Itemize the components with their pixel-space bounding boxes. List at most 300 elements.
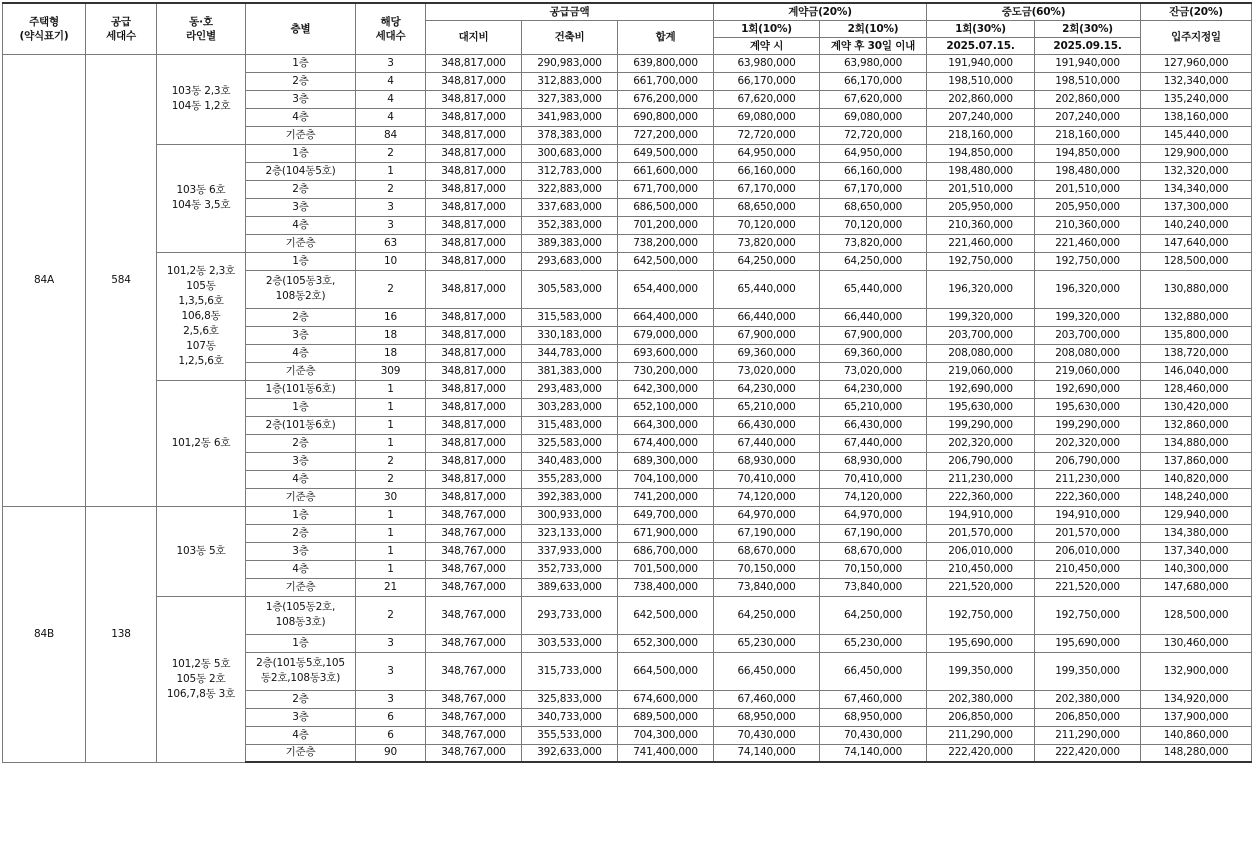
land-cost-cell: 348,817,000 [426,452,522,470]
building-cost-cell: 322,883,000 [522,180,618,198]
building-cost-cell: 325,833,000 [522,690,618,708]
land-cost-cell: 348,817,000 [426,72,522,90]
balance-cell: 132,320,000 [1141,162,1252,180]
floor-cell: 2층 [246,180,356,198]
middle-1-cell: 221,520,000 [927,578,1035,596]
land-cost-cell: 348,767,000 [426,744,522,762]
count-cell: 1 [356,162,426,180]
deposit-1-cell: 70,410,000 [714,470,820,488]
count-cell: 3 [356,54,426,72]
deposit-2-cell: 66,160,000 [820,162,927,180]
middle-1-cell: 195,630,000 [927,398,1035,416]
land-cost-cell: 348,817,000 [426,180,522,198]
header-deposit-2-when: 계약 후 30일 이내 [820,37,927,54]
count-cell: 18 [356,344,426,362]
total-cell: 661,600,000 [618,162,714,180]
deposit-2-cell: 68,950,000 [820,708,927,726]
balance-cell: 129,900,000 [1141,144,1252,162]
count-cell: 1 [356,542,426,560]
total-cell: 664,300,000 [618,416,714,434]
land-cost-cell: 348,767,000 [426,690,522,708]
middle-1-cell: 198,480,000 [927,162,1035,180]
deposit-1-cell: 70,150,000 [714,560,820,578]
deposit-2-cell: 70,430,000 [820,726,927,744]
deposit-2-cell: 67,440,000 [820,434,927,452]
total-cell: 664,400,000 [618,308,714,326]
middle-2-cell: 199,320,000 [1035,308,1141,326]
deposit-2-cell: 74,120,000 [820,488,927,506]
count-cell: 63 [356,234,426,252]
housing-type-cell: 84A [3,54,86,506]
total-cell: 701,500,000 [618,560,714,578]
total-cell: 690,800,000 [618,108,714,126]
floor-cell: 기준층 [246,362,356,380]
dong-ho-group-cell: 103동 2,3호 104동 1,2호 [157,54,246,144]
deposit-1-cell: 68,950,000 [714,708,820,726]
deposit-1-cell: 66,450,000 [714,652,820,690]
middle-2-cell: 221,520,000 [1035,578,1141,596]
header-middle-1: 1회(30%) [927,20,1035,37]
deposit-2-cell: 66,430,000 [820,416,927,434]
land-cost-cell: 348,817,000 [426,234,522,252]
count-cell: 2 [356,470,426,488]
building-cost-cell: 337,933,000 [522,542,618,560]
middle-1-cell: 218,160,000 [927,126,1035,144]
floor-cell: 3층 [246,452,356,470]
balance-cell: 128,460,000 [1141,380,1252,398]
deposit-2-cell: 68,650,000 [820,198,927,216]
land-cost-cell: 348,817,000 [426,326,522,344]
deposit-1-cell: 69,360,000 [714,344,820,362]
balance-cell: 146,040,000 [1141,362,1252,380]
header-deposit-2: 2회(10%) [820,20,927,37]
count-cell: 1 [356,434,426,452]
building-cost-cell: 300,933,000 [522,506,618,524]
deposit-2-cell: 73,840,000 [820,578,927,596]
total-cell: 652,300,000 [618,634,714,652]
middle-1-cell: 221,460,000 [927,234,1035,252]
table-row [3,252,1252,270]
middle-2-cell: 198,510,000 [1035,72,1141,90]
header-supply-units: 공급 세대수 [86,3,157,54]
building-cost-cell: 340,483,000 [522,452,618,470]
middle-1-cell: 192,750,000 [927,252,1035,270]
count-cell: 309 [356,362,426,380]
building-cost-cell: 303,283,000 [522,398,618,416]
deposit-1-cell: 67,170,000 [714,180,820,198]
building-cost-cell: 315,733,000 [522,652,618,690]
land-cost-cell: 348,767,000 [426,560,522,578]
middle-2-cell: 199,290,000 [1035,416,1141,434]
supply-units-cell: 138 [86,506,157,762]
deposit-1-cell: 70,430,000 [714,726,820,744]
building-cost-cell: 341,983,000 [522,108,618,126]
building-cost-cell: 303,533,000 [522,634,618,652]
middle-2-cell: 210,450,000 [1035,560,1141,578]
building-cost-cell: 315,583,000 [522,308,618,326]
middle-2-cell: 192,750,000 [1035,252,1141,270]
total-cell: 639,800,000 [618,54,714,72]
count-cell: 1 [356,560,426,578]
deposit-1-cell: 73,820,000 [714,234,820,252]
middle-2-cell: 207,240,000 [1035,108,1141,126]
total-cell: 689,500,000 [618,708,714,726]
count-cell: 21 [356,578,426,596]
header-floor: 층별 [246,3,356,54]
land-cost-cell: 348,817,000 [426,434,522,452]
balance-cell: 138,160,000 [1141,108,1252,126]
building-cost-cell: 325,583,000 [522,434,618,452]
middle-2-cell: 202,860,000 [1035,90,1141,108]
deposit-2-cell: 64,250,000 [820,596,927,634]
header-land-cost: 대지비 [426,20,522,54]
deposit-2-cell: 74,140,000 [820,744,927,762]
deposit-1-cell: 67,190,000 [714,524,820,542]
floor-cell: 2층 [246,434,356,452]
count-cell: 10 [356,252,426,270]
count-cell: 6 [356,726,426,744]
land-cost-cell: 348,767,000 [426,506,522,524]
floor-cell: 2층(105동3호, 108동2호) [246,270,356,308]
land-cost-cell: 348,767,000 [426,634,522,652]
housing-type-cell: 84B [3,506,86,762]
table-row [3,144,1252,162]
balance-cell: 130,420,000 [1141,398,1252,416]
deposit-2-cell: 70,410,000 [820,470,927,488]
balance-cell: 127,960,000 [1141,54,1252,72]
balance-cell: 130,880,000 [1141,270,1252,308]
floor-cell: 1층 [246,506,356,524]
building-cost-cell: 378,383,000 [522,126,618,144]
land-cost-cell: 348,817,000 [426,380,522,398]
total-cell: 654,400,000 [618,270,714,308]
deposit-1-cell: 64,250,000 [714,252,820,270]
deposit-1-cell: 66,430,000 [714,416,820,434]
total-cell: 701,200,000 [618,216,714,234]
header-middle-2: 2회(30%) [1035,20,1141,37]
middle-1-cell: 211,290,000 [927,726,1035,744]
total-cell: 649,500,000 [618,144,714,162]
building-cost-cell: 344,783,000 [522,344,618,362]
table-row [3,506,1252,524]
balance-cell: 132,860,000 [1141,416,1252,434]
middle-2-cell: 206,790,000 [1035,452,1141,470]
middle-2-cell: 195,630,000 [1035,398,1141,416]
count-cell: 1 [356,524,426,542]
total-cell: 674,600,000 [618,690,714,708]
count-cell: 4 [356,72,426,90]
floor-cell: 기준층 [246,126,356,144]
middle-2-cell: 202,320,000 [1035,434,1141,452]
deposit-1-cell: 64,230,000 [714,380,820,398]
land-cost-cell: 348,767,000 [426,652,522,690]
count-cell: 4 [356,90,426,108]
floor-cell: 기준층 [246,488,356,506]
middle-1-cell: 207,240,000 [927,108,1035,126]
land-cost-cell: 348,817,000 [426,308,522,326]
floor-cell: 4층 [246,216,356,234]
count-cell: 1 [356,380,426,398]
balance-cell: 137,900,000 [1141,708,1252,726]
count-cell: 3 [356,216,426,234]
total-cell: 693,600,000 [618,344,714,362]
balance-cell: 132,880,000 [1141,308,1252,326]
deposit-1-cell: 74,140,000 [714,744,820,762]
building-cost-cell: 389,383,000 [522,234,618,252]
building-cost-cell: 355,533,000 [522,726,618,744]
middle-1-cell: 195,690,000 [927,634,1035,652]
land-cost-cell: 348,817,000 [426,252,522,270]
table-header [3,3,1252,54]
total-cell: 661,700,000 [618,72,714,90]
land-cost-cell: 348,817,000 [426,54,522,72]
deposit-1-cell: 67,460,000 [714,690,820,708]
middle-2-cell: 210,360,000 [1035,216,1141,234]
deposit-1-cell: 68,670,000 [714,542,820,560]
deposit-2-cell: 68,670,000 [820,542,927,560]
balance-cell: 138,720,000 [1141,344,1252,362]
floor-cell: 1층(101동6호) [246,380,356,398]
building-cost-cell: 293,733,000 [522,596,618,634]
building-cost-cell: 312,883,000 [522,72,618,90]
land-cost-cell: 348,767,000 [426,596,522,634]
deposit-2-cell: 67,900,000 [820,326,927,344]
count-cell: 90 [356,744,426,762]
supply-price-table [2,2,1252,763]
floor-cell: 2층 [246,524,356,542]
balance-cell: 140,240,000 [1141,216,1252,234]
count-cell: 2 [356,270,426,308]
deposit-1-cell: 67,620,000 [714,90,820,108]
deposit-2-cell: 69,080,000 [820,108,927,126]
header-middle-1-date: 2025.07.15. [927,37,1035,54]
table-row [3,596,1252,634]
building-cost-cell: 352,383,000 [522,216,618,234]
total-cell: 741,400,000 [618,744,714,762]
middle-1-cell: 206,790,000 [927,452,1035,470]
middle-1-cell: 201,570,000 [927,524,1035,542]
total-cell: 674,400,000 [618,434,714,452]
deposit-2-cell: 64,230,000 [820,380,927,398]
header-total: 합계 [618,20,714,54]
floor-cell: 3층 [246,326,356,344]
deposit-1-cell: 67,900,000 [714,326,820,344]
floor-cell: 2층 [246,690,356,708]
balance-cell: 140,300,000 [1141,560,1252,578]
middle-1-cell: 194,910,000 [927,506,1035,524]
deposit-2-cell: 70,150,000 [820,560,927,578]
middle-1-cell: 211,230,000 [927,470,1035,488]
dong-ho-group-cell: 103동 6호 104동 3,5호 [157,144,246,252]
land-cost-cell: 348,817,000 [426,398,522,416]
floor-cell: 1층 [246,252,356,270]
deposit-1-cell: 69,080,000 [714,108,820,126]
middle-2-cell: 194,910,000 [1035,506,1141,524]
balance-cell: 134,380,000 [1141,524,1252,542]
land-cost-cell: 348,817,000 [426,344,522,362]
middle-2-cell: 191,940,000 [1035,54,1141,72]
total-cell: 649,700,000 [618,506,714,524]
balance-cell: 134,340,000 [1141,180,1252,198]
building-cost-cell: 312,783,000 [522,162,618,180]
header-count: 해당 세대수 [356,3,426,54]
middle-2-cell: 196,320,000 [1035,270,1141,308]
floor-cell: 2층(104동5호) [246,162,356,180]
deposit-1-cell: 66,170,000 [714,72,820,90]
table-body [3,54,1252,762]
middle-1-cell: 208,080,000 [927,344,1035,362]
deposit-2-cell: 67,170,000 [820,180,927,198]
deposit-1-cell: 63,980,000 [714,54,820,72]
deposit-2-cell: 65,440,000 [820,270,927,308]
middle-1-cell: 210,450,000 [927,560,1035,578]
middle-2-cell: 222,360,000 [1035,488,1141,506]
deposit-2-cell: 72,720,000 [820,126,927,144]
total-cell: 652,100,000 [618,398,714,416]
header-housing-type: 주택형 (약식표기) [3,3,86,54]
middle-2-cell: 203,700,000 [1035,326,1141,344]
dong-ho-group-cell: 101,2동 2,3호 105동 1,3,5,6호 106,8동 2,5,6호 107동 1,2,5,6호 [157,252,246,380]
floor-cell: 1층 [246,144,356,162]
header-balance-when: 입주지정일 [1141,20,1252,54]
floor-cell: 3층 [246,198,356,216]
table-row [3,54,1252,72]
balance-cell: 147,680,000 [1141,578,1252,596]
balance-cell: 134,880,000 [1141,434,1252,452]
deposit-1-cell: 65,440,000 [714,270,820,308]
building-cost-cell: 327,383,000 [522,90,618,108]
header-building-cost: 건축비 [522,20,618,54]
deposit-1-cell: 73,020,000 [714,362,820,380]
deposit-1-cell: 70,120,000 [714,216,820,234]
land-cost-cell: 348,817,000 [426,270,522,308]
deposit-2-cell: 68,930,000 [820,452,927,470]
deposit-2-cell: 64,250,000 [820,252,927,270]
dong-ho-group-cell: 101,2동 5호 105동 2호 106,7,8동 3호 [157,596,246,762]
deposit-2-cell: 66,450,000 [820,652,927,690]
count-cell: 2 [356,180,426,198]
middle-1-cell: 202,380,000 [927,690,1035,708]
count-cell: 3 [356,634,426,652]
header-supply-amount: 공급금액 [426,3,714,20]
middle-1-cell: 199,350,000 [927,652,1035,690]
total-cell: 686,500,000 [618,198,714,216]
middle-1-cell: 192,750,000 [927,596,1035,634]
balance-cell: 137,300,000 [1141,198,1252,216]
land-cost-cell: 348,767,000 [426,542,522,560]
floor-cell: 3층 [246,542,356,560]
deposit-2-cell: 67,460,000 [820,690,927,708]
building-cost-cell: 381,383,000 [522,362,618,380]
floor-cell: 4층 [246,726,356,744]
table-row [3,380,1252,398]
middle-1-cell: 210,360,000 [927,216,1035,234]
middle-1-cell: 219,060,000 [927,362,1035,380]
deposit-1-cell: 64,250,000 [714,596,820,634]
middle-2-cell: 206,010,000 [1035,542,1141,560]
balance-cell: 140,860,000 [1141,726,1252,744]
count-cell: 2 [356,144,426,162]
middle-2-cell: 199,350,000 [1035,652,1141,690]
balance-cell: 137,340,000 [1141,542,1252,560]
balance-cell: 145,440,000 [1141,126,1252,144]
floor-cell: 2층 [246,72,356,90]
deposit-1-cell: 64,950,000 [714,144,820,162]
land-cost-cell: 348,817,000 [426,144,522,162]
balance-cell: 137,860,000 [1141,452,1252,470]
count-cell: 3 [356,198,426,216]
total-cell: 689,300,000 [618,452,714,470]
floor-cell: 4층 [246,344,356,362]
building-cost-cell: 315,483,000 [522,416,618,434]
floor-cell: 2층 [246,308,356,326]
total-cell: 741,200,000 [618,488,714,506]
building-cost-cell: 293,483,000 [522,380,618,398]
deposit-2-cell: 65,230,000 [820,634,927,652]
deposit-2-cell: 66,170,000 [820,72,927,90]
building-cost-cell: 293,683,000 [522,252,618,270]
deposit-1-cell: 66,160,000 [714,162,820,180]
middle-2-cell: 218,160,000 [1035,126,1141,144]
count-cell: 30 [356,488,426,506]
middle-2-cell: 211,290,000 [1035,726,1141,744]
deposit-1-cell: 68,930,000 [714,452,820,470]
land-cost-cell: 348,817,000 [426,108,522,126]
count-cell: 1 [356,398,426,416]
supply-units-cell: 584 [86,54,157,506]
balance-cell: 130,460,000 [1141,634,1252,652]
land-cost-cell: 348,817,000 [426,470,522,488]
building-cost-cell: 305,583,000 [522,270,618,308]
total-cell: 738,400,000 [618,578,714,596]
total-cell: 671,700,000 [618,180,714,198]
total-cell: 642,500,000 [618,596,714,634]
floor-cell: 1층 [246,398,356,416]
total-cell: 642,300,000 [618,380,714,398]
balance-cell: 134,920,000 [1141,690,1252,708]
count-cell: 16 [356,308,426,326]
building-cost-cell: 290,983,000 [522,54,618,72]
deposit-1-cell: 73,840,000 [714,578,820,596]
count-cell: 1 [356,416,426,434]
balance-cell: 128,500,000 [1141,596,1252,634]
middle-1-cell: 206,010,000 [927,542,1035,560]
count-cell: 1 [356,506,426,524]
land-cost-cell: 348,817,000 [426,362,522,380]
total-cell: 730,200,000 [618,362,714,380]
middle-1-cell: 201,510,000 [927,180,1035,198]
header-middle-payment: 중도금(60%) [927,3,1141,20]
header-deposit-1-when: 계약 시 [714,37,820,54]
building-cost-cell: 352,733,000 [522,560,618,578]
floor-cell: 3층 [246,90,356,108]
floor-cell: 1층 [246,54,356,72]
middle-1-cell: 198,510,000 [927,72,1035,90]
deposit-2-cell: 64,950,000 [820,144,927,162]
land-cost-cell: 348,817,000 [426,488,522,506]
header-deposit: 계약금(20%) [714,3,927,20]
middle-2-cell: 211,230,000 [1035,470,1141,488]
total-cell: 704,100,000 [618,470,714,488]
building-cost-cell: 392,383,000 [522,488,618,506]
middle-1-cell: 202,860,000 [927,90,1035,108]
floor-cell: 기준층 [246,744,356,762]
deposit-1-cell: 64,970,000 [714,506,820,524]
middle-2-cell: 205,950,000 [1035,198,1141,216]
middle-1-cell: 199,320,000 [927,308,1035,326]
total-cell: 738,200,000 [618,234,714,252]
balance-cell: 135,240,000 [1141,90,1252,108]
